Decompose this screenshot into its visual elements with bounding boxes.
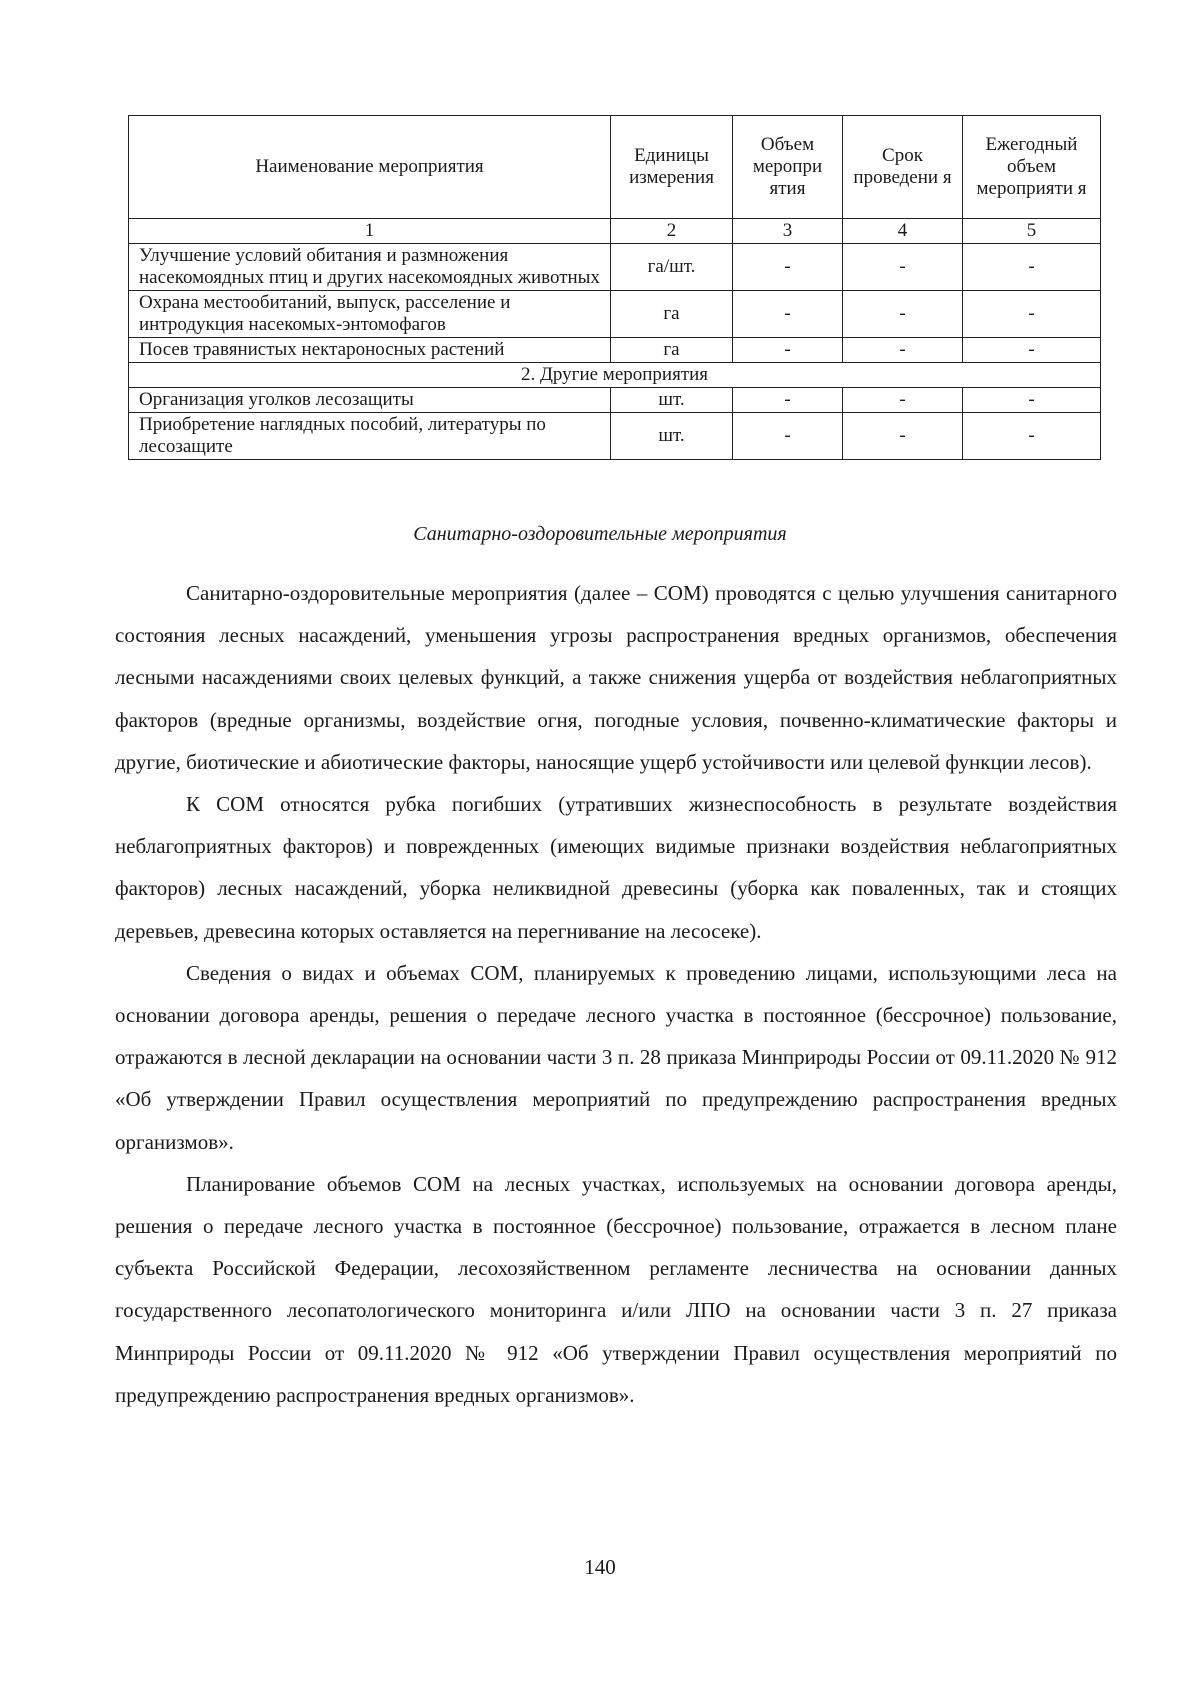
row-term: - bbox=[843, 244, 963, 291]
body-text bbox=[115, 572, 1117, 1416]
row-name: Приобретение наглядных пособий, литературы по лесозащите bbox=[129, 413, 611, 460]
table-header-row bbox=[129, 116, 1101, 219]
row-units: га/шт. bbox=[611, 244, 733, 291]
row-volume: - bbox=[733, 338, 843, 363]
table-row bbox=[129, 413, 1101, 460]
paragraph: Сведения о видах и объемах СОМ, планируемых к проведению лицами, использующими леса на основании договора аренды, решения о передаче лесного участка в постоянное (бессрочное) пользование, отражаются в лесной декларации на основании части 3 п. 28 приказа Минприроды России от 09.11.2020 № 912 «Об утверждении Правил осуществления мероприятий по предупреждению распространения вредных организмов». bbox=[115, 960, 1117, 1154]
row-annual: - bbox=[963, 244, 1101, 291]
row-term: - bbox=[843, 388, 963, 413]
row-name: Охрана местообитаний, выпуск, расселение и интродукция насекомых-энтомофагов bbox=[129, 291, 611, 338]
header-units: Единицы измерения bbox=[611, 116, 733, 219]
row-units: га bbox=[611, 291, 733, 338]
column-number: 2 bbox=[611, 219, 733, 244]
row-units: шт. bbox=[611, 388, 733, 413]
section-title: 2. Другие мероприятия bbox=[129, 363, 1101, 388]
row-name: Посев травянистых нектароносных растений bbox=[129, 338, 611, 363]
row-annual: - bbox=[963, 291, 1101, 338]
row-volume: - bbox=[733, 388, 843, 413]
row-term: - bbox=[843, 413, 963, 460]
section-caption: Санитарно-оздоровительные мероприятия bbox=[413, 523, 787, 545]
table-section-row bbox=[129, 363, 1101, 388]
paragraph: Планирование объемов СОМ на лесных участках, используемых на основании договора аренды, решения о передаче лесного участка в постоянное (бессрочное) пользование, отражается в лесном плане субъекта Российской Федерации, лесохозяйственном регламенте лесничества на основании данных государственного лесопатологического мониторинга и/или ЛПО на основании части 3 п. 27 приказа Минприроды России от 09.11.2020 № 912 «Об утверждении Правил осуществления мероприятий по предупреждению распространения вредных организмов». bbox=[115, 1171, 1117, 1407]
column-number: 3 bbox=[733, 219, 843, 244]
header-annual: Ежегодный объем мероприяти я bbox=[963, 116, 1101, 219]
row-volume: - bbox=[733, 413, 843, 460]
row-term: - bbox=[843, 291, 963, 338]
table-row bbox=[129, 338, 1101, 363]
table-row bbox=[129, 244, 1101, 291]
column-number: 1 bbox=[129, 219, 611, 244]
row-annual: - bbox=[963, 413, 1101, 460]
row-term: - bbox=[843, 338, 963, 363]
table-row bbox=[129, 388, 1101, 413]
row-annual: - bbox=[963, 338, 1101, 363]
column-number: 5 bbox=[963, 219, 1101, 244]
row-units: га bbox=[611, 338, 733, 363]
row-name: Организация уголков лесозащиты bbox=[129, 388, 611, 413]
header-name: Наименование мероприятия bbox=[129, 116, 611, 219]
column-numbers-row bbox=[129, 219, 1101, 244]
row-annual: - bbox=[963, 388, 1101, 413]
row-name: Улучшение условий обитания и размножения насекомоядных птиц и других насекомоядных животных bbox=[129, 244, 611, 291]
column-number: 4 bbox=[843, 219, 963, 244]
paragraph: Санитарно-оздоровительные мероприятия (далее – СОМ) проводятся с целью улучшения санитарного состояния лесных насаждений, уменьшения угрозы распространения вредных организмов, обеспечения лесными насаждениями своих целевых функций, а также снижения ущерба от воздействия неблагоприятных факторов (вредные организмы, воздействие огня, погодные условия, почвенно-климатические факторы и другие, биотические и абиотические факторы, наносящие ущерб устойчивости или целевой функции лесов). bbox=[115, 581, 1117, 774]
measures-table bbox=[128, 115, 1101, 460]
row-units: шт. bbox=[611, 413, 733, 460]
table-row bbox=[129, 291, 1101, 338]
header-term: Срок проведени я bbox=[843, 116, 963, 219]
page-number: 140 bbox=[584, 1555, 616, 1579]
paragraph: К СОМ относятся рубка погибших (утративших жизнеспособность в результате воздействия неблагоприятных факторов) и поврежденных (имеющих видимые признаки воздействия неблагоприятных факторов) лесных насаждений, уборка неликвидной древесины (уборка как поваленных, так и стоящих деревьев, древесина которых оставляется на перегнивание на лесосеке). bbox=[115, 792, 1117, 943]
row-volume: - bbox=[733, 244, 843, 291]
row-volume: - bbox=[733, 291, 843, 338]
header-volume: Объем меропри ятия bbox=[733, 116, 843, 219]
